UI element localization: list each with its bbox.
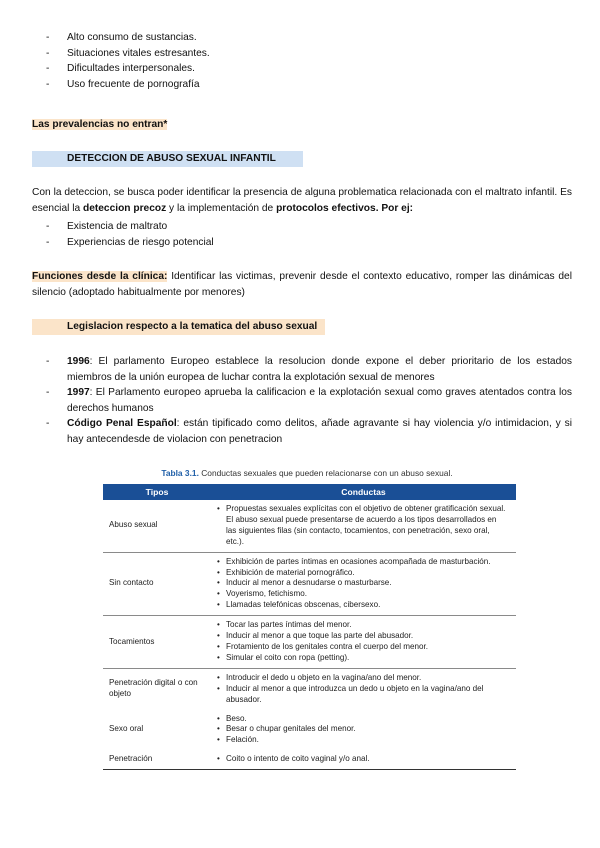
list-item: - Alto consumo de sustancias. [32, 30, 572, 46]
list-item: - 1996: El parlamento Europeo establece la resolucion donde expone el deber prioritario de los estados miembros de la unión europea de luchar contra la explotación sexual de menores [32, 354, 572, 385]
list-item: - Dificultades interpersonales. [32, 61, 572, 77]
list-item: - Situaciones vitales estresantes. [32, 46, 572, 62]
risk-factor-list [32, 30, 572, 92]
tipo-cell: Sin contacto [103, 552, 211, 616]
column-header-conductas: Conductas [211, 484, 516, 500]
tipo-cell: Tocamientos [103, 616, 211, 669]
functions-paragraph: Funciones desde la clínica: Identificar las victimas, prevenir desde el contexto educativo, romper las dinámicas del silencio (adoptado habitualmente por menores) [32, 271, 572, 298]
functions-label: Funciones desde la clínica: [32, 271, 168, 282]
table-row [103, 710, 516, 751]
list-item: - Código Penal Español: están tipificado como delitos, añade agravante si hay violencia y/o intimidacion, y si hay antecendesde de violacion con penetracion [32, 416, 572, 447]
list-item: - Existencia de maltrato [32, 219, 572, 235]
list-item: - Uso frecuente de pornografía [32, 77, 572, 93]
bold-term: protocolos efectivos. Por ej: [276, 202, 414, 214]
list-item: - 1997: El Parlamento europeo aprueba la calificacion e la explotación sexual como graves atentados contra los derechos humanos [32, 385, 572, 416]
prevalence-note: Las prevalencias no entran* [32, 119, 168, 130]
table-row [103, 616, 516, 669]
detection-paragraph: Con la deteccion, se busca poder identificar la presencia de alguna problematica relacionada con el maltrato infantil. Es esencial la deteccion precoz y la implementación de protocolos efectivos. Por ej: [32, 187, 572, 214]
table-row [103, 750, 516, 769]
conductas-cell: • Coito o intento de coito vaginal y/o anal. [211, 750, 516, 769]
table-caption: Tabla 3.1. Conductas sexuales que pueden relacionarse con un abuso sexual. [161, 468, 453, 478]
conductas-cell: • Introducir el dedo u objeto en la vagina/ano del menor. • Inducir al menor a que introduzca un dedo u objeto en la vagina/ano del abusador. [211, 668, 516, 709]
detection-heading: DETECCION DE ABUSO SEXUAL INFANTIL [32, 151, 303, 167]
bold-term: deteccion precoz [82, 202, 167, 214]
conducts-table [103, 484, 516, 770]
conductas-cell: • Exhibición de partes íntimas en ocasiones acompañada de masturbación. • Exhibición de material pornográfico. • Inducir al menor a desnudarse o masturbarse. • Voyerismo, fetichismo. • Llamadas telefónicas obscenas, cibersexo. [211, 552, 516, 616]
detection-list [32, 219, 572, 250]
column-header-tipos: Tipos [103, 484, 211, 500]
conductas-cell: • Propuestas sexuales explícitas con el objetivo de obtener gratificación sexual. El abuso sexual puede presentarse de acuerdo a los tipos desarrollados en las siguientes filas (sin contacto, tocamientos, con penetración, sexo oral, etc.). [211, 500, 516, 552]
legislation-heading: Legislacion respecto a la tematica del abuso sexual [32, 319, 325, 335]
tipo-cell: Penetración [103, 750, 211, 769]
conductas-cell: • Beso. • Besar o chupar genitales del menor. • Felación. [211, 710, 516, 751]
table-row [103, 500, 516, 552]
conductas-cell: • Tocar las partes íntimas del menor. • Inducir al menor a que toque las parte del abusador. • Frotamiento de los genitales contra el cuerpo del menor. • Simular el coito con ropa (petting). [211, 616, 516, 669]
tipo-cell: Sexo oral [109, 724, 144, 734]
legislation-list [32, 354, 572, 447]
table-row [103, 552, 516, 616]
list-item: - Experiencias de riesgo potencial [32, 235, 572, 251]
tipo-cell: Abuso sexual [109, 520, 158, 530]
table-row [103, 668, 516, 709]
tipo-cell: Penetración digital o con objeto [103, 668, 211, 709]
